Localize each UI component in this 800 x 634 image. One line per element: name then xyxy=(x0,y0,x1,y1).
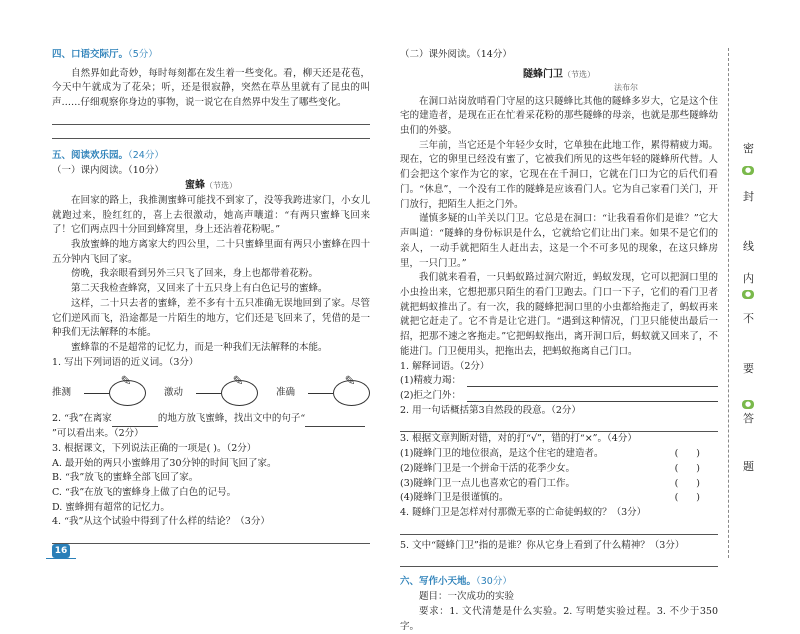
seal-char: 线 xyxy=(743,240,754,253)
passage-paragraph: 谨慎多疑的山羊关以门卫。它总是在洞口：“让我看看你们是谁？”它大声叫道：“隧蜂的身份标识是什么，它就给它们让出门来。如果不是它们的亲人，一动手就把陌生人赶出去，这是一个不可多见的现象，在这只蜂房里，一只门卫。” xyxy=(400,213,718,269)
passage-paragraph: 在洞口站岗放哨看门守屋的这只隧蜂比其他的隧蜂多岁大，它是这个住宅的建造者，是现在正在忙着采花粉的那些隧蜂的母亲，也就是那些隧蜂幼虫们的外婆。 xyxy=(400,95,718,137)
answer-line[interactable] xyxy=(52,125,370,139)
seal-line-strip xyxy=(728,48,770,558)
section-4-text: 自然界如此奇妙，每时每刻都在发生着一些变化。看，柳天还是花苞，今天中午就成为了花朵；听，还是很寂静，突然在草丛里就有了昆虫的叫声……仔细观察你身边的事物，说一说它在自然界中发生了哪些变化。 xyxy=(52,67,370,109)
pencil-answer-box[interactable] xyxy=(109,374,146,406)
option-a: A. 最开始的两只小蜜蜂用了30分钟的时间飞回了家。 xyxy=(52,457,277,469)
passage-paragraph: 三年前，当它还是个年轻少女时，它单独在此地工作，累得精疲力竭。现在，它的卵里已经没有蜜了，它被我们所见的这些年轻的隧蜂所代替。人们会把这个家作为它的家，它现在在千洞口，它就在门口为它的后代们看门。“休息”，一个没有工作的隧蜂是应该看门人。它为自己家看门关门，开门放行，把陌生人拒之门外。 xyxy=(400,139,718,210)
answer-line[interactable] xyxy=(52,530,370,544)
question-4: 4. 隧蜂门卫是怎样对付那微无辜的亡命徒蚂蚁的？（3分） xyxy=(400,507,647,519)
passage-paragraph: 第二天我检查蜂窝，又回来了十五只身上有白色记号的蜜蜂。 xyxy=(71,283,328,295)
essay-requirements: 要求：1. 文代清楚是什么实验。2. 写明楚实验过程。3. 不少于350字。 xyxy=(400,605,718,632)
connector-line xyxy=(308,393,333,394)
seal-marker: ● xyxy=(742,290,754,299)
passage-paragraph: 我们就来看看，一只蚂蚁路过洞穴附近，蚂蚁发现，它可以把洞口里的小虫捡出来，它想把那只陌生的看门卫跑去。门口一下子，它们的看门卫者就把蚂蚁推出了。有一次，我的隧蜂把洞口里的小虫都给拖走了，蚂蚁再来就把它赶走了。它不肯是让它进门。“遇到这种情况，门卫只能使出最后一招，把那不速之客拖走。”它把蚂蚁拖出，离开洞口后，蚂蚁就又回来了，不能进门。门卫便用头，把拖出去，把蚂蚁拖离自己门口。 xyxy=(400,272,718,357)
author: 法布尔 xyxy=(614,83,638,93)
word-3: 准确 xyxy=(276,387,296,399)
page-number: 16 xyxy=(52,544,70,558)
judge-item-3: (3)隧蜂门卫一点儿也喜欢它的看门工作。 () xyxy=(400,477,718,492)
pencil-icon: ✎ xyxy=(120,374,132,390)
section-6-title: 六、写作小天地。（30分） xyxy=(400,576,512,588)
left-column xyxy=(52,48,370,544)
answer-paren[interactable]: () xyxy=(674,492,718,504)
seal-char: 不 xyxy=(743,312,754,325)
blank[interactable] xyxy=(305,416,365,427)
connector-line xyxy=(196,393,221,394)
passage-paragraph: 这样，二十只去者的蜜蜂，差不多有十五只准确无误地回到了家。尽管它们逆风而飞，沿途都是一片陌生的地方，它们还是飞回来了，凭借的是一种我们无法解释的本能。 xyxy=(52,297,370,339)
page-number-decoration xyxy=(46,554,76,559)
passage-paragraph: 我放蜜蜂的地方离家大约四公里，二十只蜜蜂里面有两只小蜜蜂在四十五分钟内飞回了家。 xyxy=(52,238,370,265)
option-b: B. “我”放飞的蜜蜂全部飞回了家。 xyxy=(52,472,199,484)
question-3: 3. 根据文章判断对错，对的打“√”，错的打“×”。（4分） xyxy=(400,433,637,445)
q1-item-1: (1)精疲力竭： xyxy=(400,374,718,389)
essay-topic: 题目：一次成功的实验 xyxy=(419,591,515,603)
right-column xyxy=(400,48,718,634)
blank[interactable] xyxy=(467,391,718,402)
part-2-heading: （二）课外阅读。（14分） xyxy=(400,49,512,60)
judge-item-1: (1)隧蜂门卫的地位很高，是这个住宅的建造者。 () xyxy=(400,447,718,462)
option-d: D. 蜜蜂拥有超常的记忆力。 xyxy=(52,501,170,513)
question-4: 4. “我”从这个试验中得到了什么样的结论？（3分） xyxy=(52,516,270,528)
answer-line[interactable] xyxy=(400,521,718,535)
pencil-answer-box[interactable] xyxy=(333,374,370,406)
answer-paren[interactable]: () xyxy=(674,462,718,474)
seal-char: 密 xyxy=(743,142,754,155)
word-2: 激动 xyxy=(164,387,184,399)
blank[interactable] xyxy=(467,376,718,387)
question-1: 1. 写出下列词语的近义词。（3分） xyxy=(52,356,199,368)
seal-char: 题 xyxy=(743,460,754,473)
judge-item-4: (4)隧蜂门卫是很谨慎的。 () xyxy=(400,491,718,506)
seal-marker: ● xyxy=(742,400,754,409)
passage-paragraph: 在回家的路上，我推测蜜蜂可能找不到家了，没等我跨进家门，小女儿就跑过来，脸红红的，喜上去很激动，她高声嚷道：“有两只蜜蜂飞回来了！它们两点四十分回到蜂窝里，身上还沾着花粉呢。” xyxy=(52,194,370,236)
q1-item-2: (2)拒之门外： xyxy=(400,389,718,404)
question-3: 3. 根据课文，下列说法正确的一项是( )。（2分） xyxy=(52,442,257,454)
pencil-icon: ✎ xyxy=(232,374,244,390)
passage-paragraph: 蜜蜂靠的不是超常的记忆力，而是一种我们无法解释的本能。 xyxy=(71,342,328,353)
seal-char: 封 xyxy=(743,190,754,203)
question-2: 2. “我”在离家 的地方放飞蜜蜂，找出文中的句子“ xyxy=(52,412,370,427)
question-2: 2. 用一句话概括第3自然段的段意。（2分） xyxy=(400,404,581,416)
pencil-icon: ✎ xyxy=(344,374,356,390)
option-c: C. “我”在放飞的蜜蜂身上做了白色的记号。 xyxy=(52,487,237,499)
seal-marker: ● xyxy=(742,166,754,175)
answer-line[interactable] xyxy=(400,418,718,432)
blank[interactable] xyxy=(112,416,158,427)
question-2-cont: ”可以看出来。（2分） xyxy=(52,428,144,440)
section-4-title: 四、口语交际厅。（5分） xyxy=(52,49,158,60)
word-1: 推测 xyxy=(52,387,72,399)
passage-paragraph: 傍晚，我亲眼看到另外三只飞了回来，身上也都带着花粉。 xyxy=(71,268,319,280)
answer-line[interactable] xyxy=(400,553,718,567)
seal-char: 要 xyxy=(743,362,754,375)
question-5: 5. 文中“隧蜂门卫”指的是谁？你从它身上看到了什么精神？（3分） xyxy=(400,539,685,551)
part-1-heading: （一）课内阅读。（10分） xyxy=(52,164,164,176)
judge-item-2: (2)隧蜂门卫是一个拼命干活的花季少女。 () xyxy=(400,462,718,477)
seal-char: 答 xyxy=(743,412,754,425)
synonym-row xyxy=(52,374,370,412)
section-5-title: 五、阅读欢乐园。（24分） xyxy=(52,149,164,161)
answer-line[interactable] xyxy=(52,111,370,125)
seal-char: 内 xyxy=(743,272,754,285)
pencil-answer-box[interactable] xyxy=(221,374,258,406)
passage-title: 隧蜂门卫（节选） xyxy=(523,68,595,80)
connector-line xyxy=(84,393,109,394)
answer-paren[interactable]: () xyxy=(674,477,718,489)
question-1: 1. 解释词语。（2分） xyxy=(400,360,490,372)
passage-title: 蜜蜂（节选） xyxy=(185,180,237,192)
answer-paren[interactable]: () xyxy=(674,448,718,460)
